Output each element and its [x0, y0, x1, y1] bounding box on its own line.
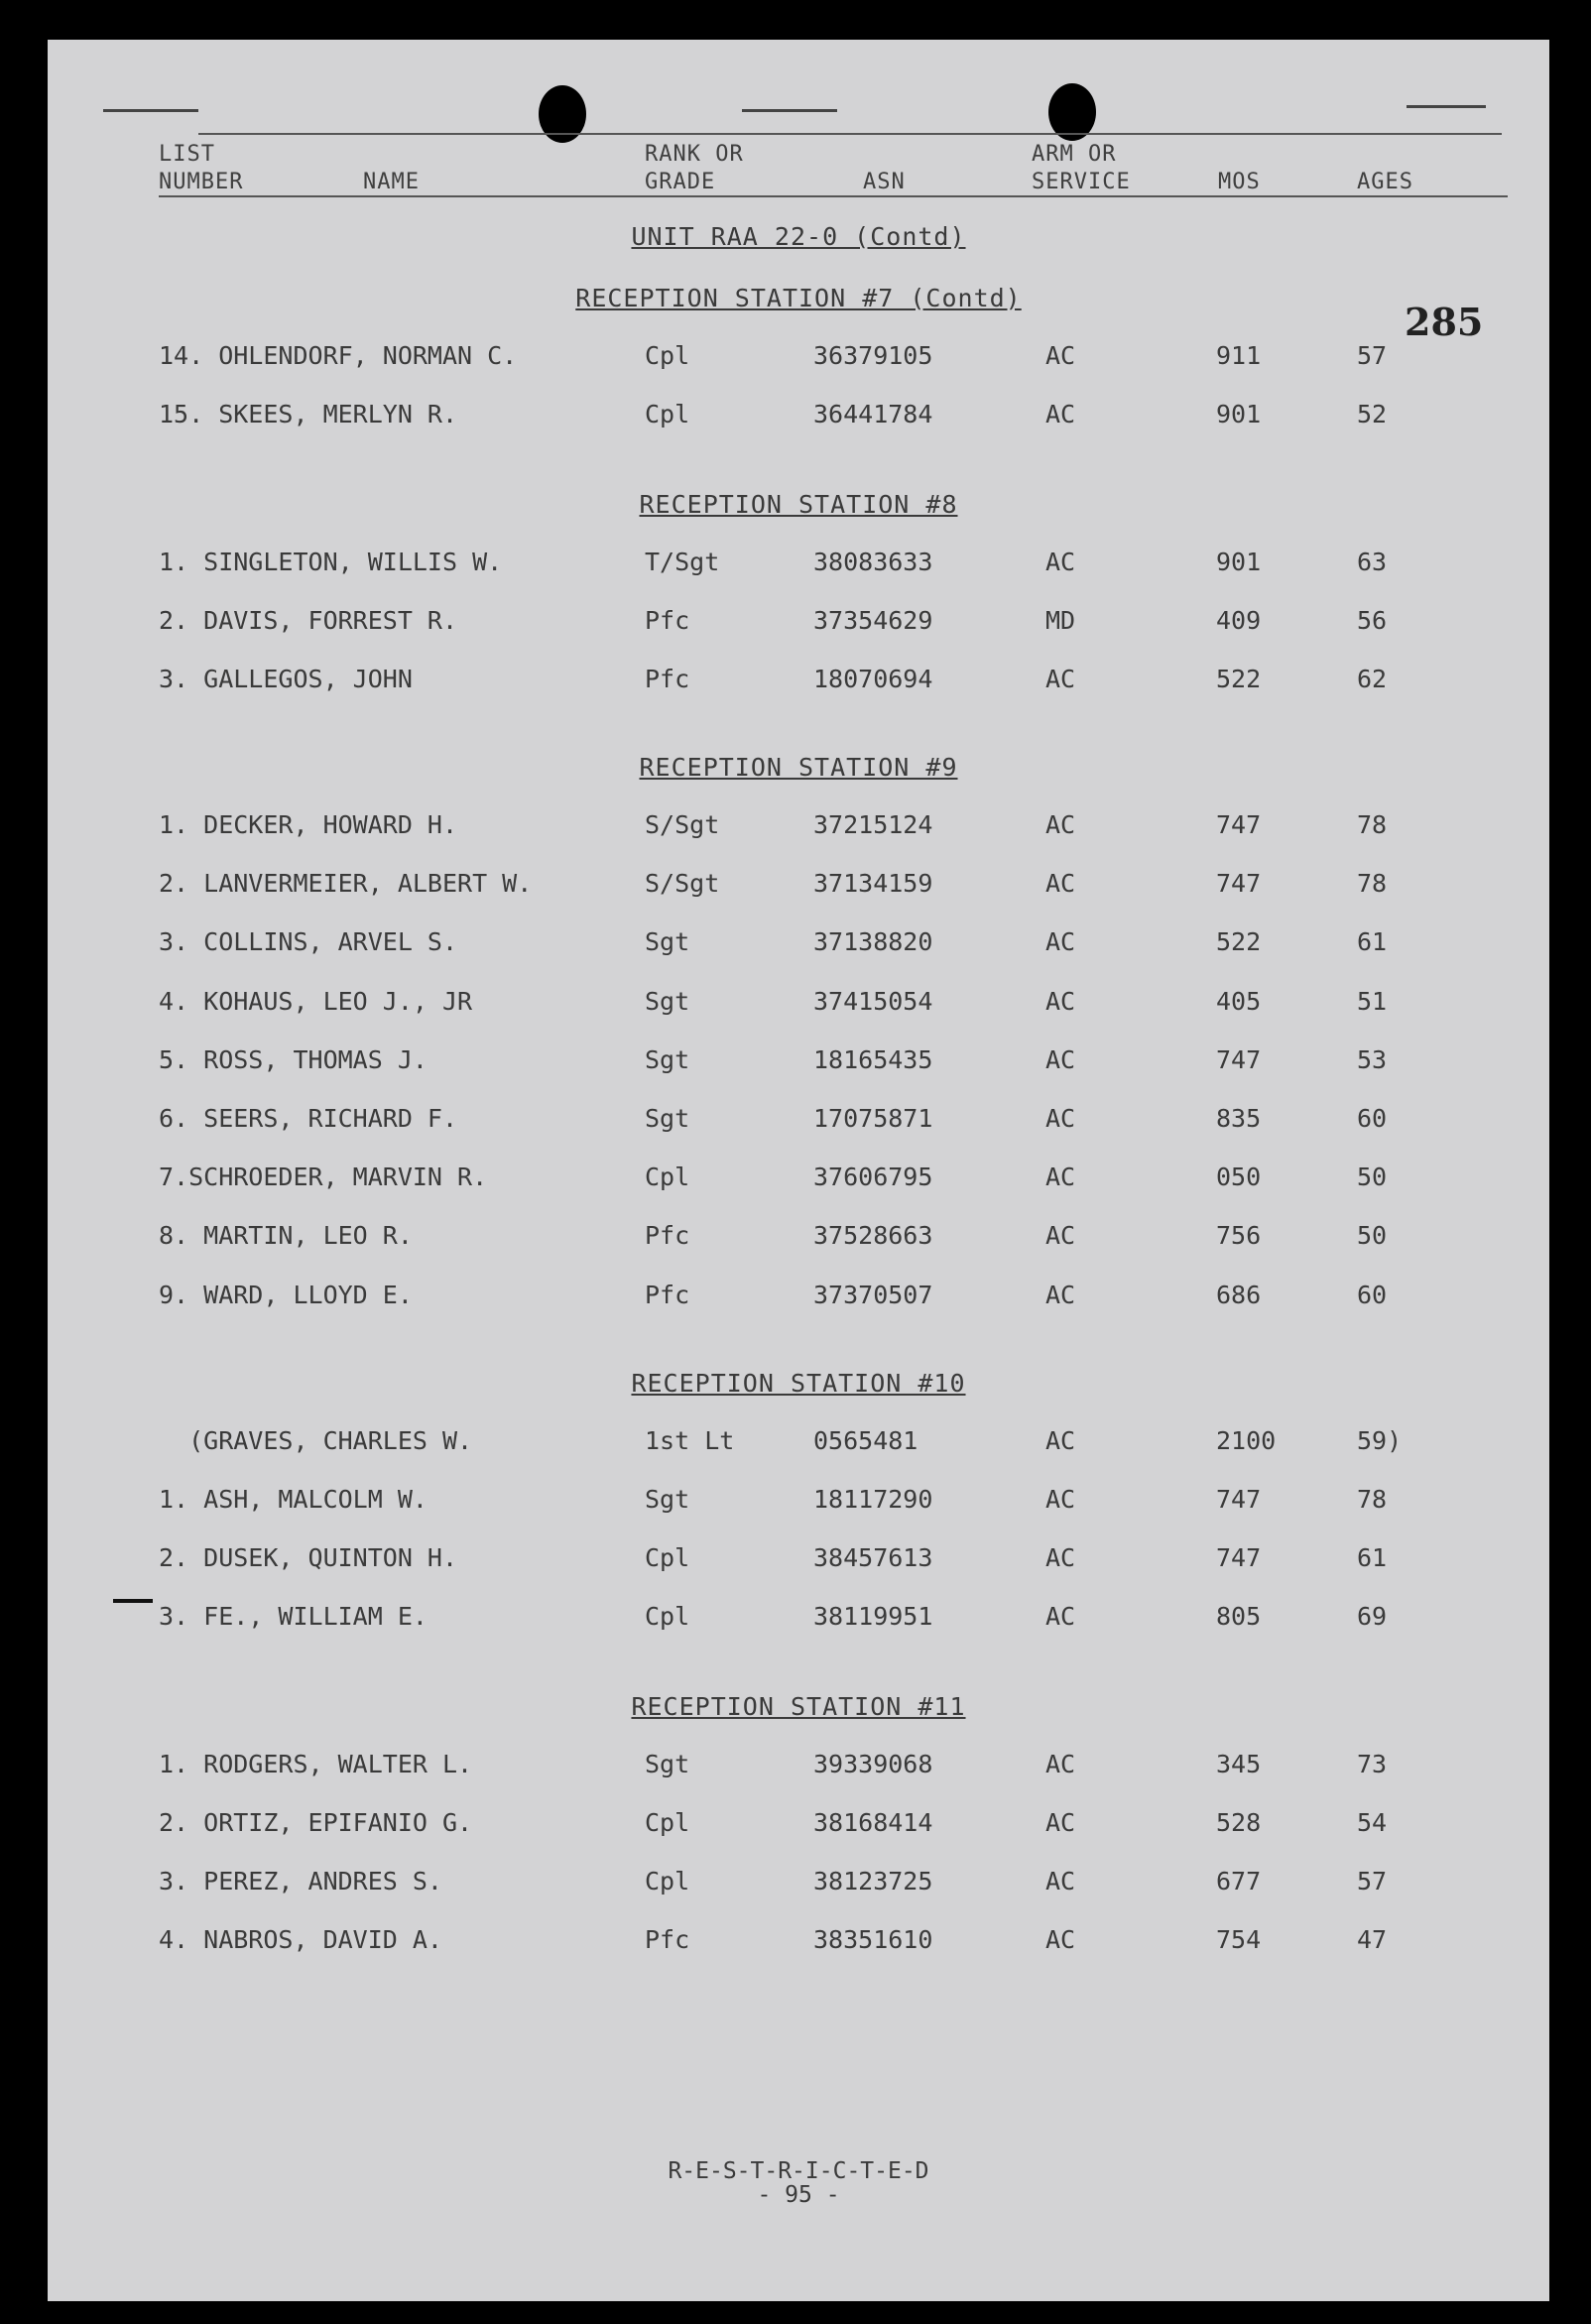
top-rule-segment	[1407, 105, 1486, 108]
cell-age: 60	[1357, 1281, 1388, 1309]
cell-rank: Sgt	[645, 1485, 690, 1514]
header-underline	[159, 195, 1508, 197]
cell-arm: AC	[1045, 548, 1076, 576]
cell-mos: 901	[1216, 400, 1262, 428]
cell-arm: AC	[1045, 1485, 1076, 1514]
cell-arm: AC	[1045, 1602, 1076, 1631]
roster-row	[48, 1426, 1549, 1462]
cell-mos: 805	[1216, 1602, 1262, 1631]
cell-age: 50	[1357, 1221, 1388, 1250]
cell-arm: AC	[1045, 810, 1076, 839]
roster-row	[48, 665, 1549, 700]
cell-mos: 756	[1216, 1221, 1262, 1250]
cell-entry: 1. DECKER, HOWARD H.	[159, 810, 458, 839]
cell-mos: 677	[1216, 1867, 1262, 1896]
cell-entry: (GRAVES, CHARLES W.	[159, 1426, 473, 1455]
roster-row	[48, 1045, 1549, 1081]
cell-rank: Pfc	[645, 1925, 690, 1954]
roster-row	[48, 1104, 1549, 1140]
cell-age: 51	[1357, 987, 1388, 1016]
cell-rank: Pfc	[645, 1221, 690, 1250]
roster-row	[48, 1925, 1549, 1961]
cell-arm: AC	[1045, 665, 1076, 693]
cell-age: 56	[1357, 606, 1388, 635]
roster-row	[48, 1750, 1549, 1785]
roster-row	[48, 1808, 1549, 1844]
cell-age: 61	[1357, 927, 1388, 956]
cell-rank: Pfc	[645, 1281, 690, 1309]
section-title: RECEPTION STATION #10	[631, 1369, 966, 1398]
cell-arm: AC	[1045, 1162, 1076, 1191]
cell-mos: 911	[1216, 341, 1262, 370]
top-rule-segment	[103, 109, 198, 112]
cell-rank: Cpl	[645, 1162, 690, 1191]
unit-title: UNIT RAA 22-0 (Contd)	[631, 222, 966, 251]
top-rule-segment	[742, 109, 837, 112]
roster-row	[48, 869, 1549, 905]
cell-mos: 050	[1216, 1162, 1262, 1191]
cell-entry: 6. SEERS, RICHARD F.	[159, 1104, 458, 1133]
cell-asn: 36441784	[813, 400, 933, 428]
cell-arm: AC	[1045, 1808, 1076, 1837]
cell-rank: Sgt	[645, 987, 690, 1016]
roster-row	[48, 1867, 1549, 1902]
cell-mos: 345	[1216, 1750, 1262, 1778]
cell-age: 57	[1357, 1867, 1388, 1896]
roster-row	[48, 341, 1549, 377]
cell-asn: 38083633	[813, 548, 933, 576]
cell-asn: 37606795	[813, 1162, 933, 1191]
cell-asn: 37215124	[813, 810, 933, 839]
roster-row	[48, 606, 1549, 642]
roster-row	[48, 1162, 1549, 1198]
cell-asn: 0565481	[813, 1426, 918, 1455]
cell-arm: AC	[1045, 987, 1076, 1016]
cell-rank: S/Sgt	[645, 810, 720, 839]
cell-age: 47	[1357, 1925, 1388, 1954]
cell-rank: Cpl	[645, 341, 690, 370]
section-title: RECEPTION STATION #8	[639, 490, 958, 519]
cell-age: 69	[1357, 1602, 1388, 1631]
footer-classification: R-E-S-T-R-I-C-T-E-D	[668, 2158, 929, 2184]
roster-row	[48, 927, 1549, 963]
cell-rank: Cpl	[645, 400, 690, 428]
cell-age: 78	[1357, 810, 1388, 839]
cell-entry: 3. COLLINS, ARVEL S.	[159, 927, 458, 956]
cell-mos: 747	[1216, 810, 1262, 839]
cell-arm: AC	[1045, 1281, 1076, 1309]
cell-asn: 36379105	[813, 341, 933, 370]
cell-entry: 2. DAVIS, FORREST R.	[159, 606, 458, 635]
cell-asn: 37138820	[813, 927, 933, 956]
cell-asn: 38123725	[813, 1867, 933, 1896]
cell-entry: 1. RODGERS, WALTER L.	[159, 1750, 473, 1778]
cell-asn: 17075871	[813, 1104, 933, 1133]
cell-rank: Sgt	[645, 1750, 690, 1778]
cell-entry: 1. ASH, MALCOLM W.	[159, 1485, 428, 1514]
cell-mos: 522	[1216, 927, 1262, 956]
cell-asn: 37354629	[813, 606, 933, 635]
cell-rank: Cpl	[645, 1808, 690, 1837]
cell-rank: Pfc	[645, 606, 690, 635]
cell-arm: AC	[1045, 400, 1076, 428]
cell-rank: Sgt	[645, 1045, 690, 1074]
header-ages: AGES	[1357, 170, 1413, 194]
cell-entry: 3. PEREZ, ANDRES S.	[159, 1867, 442, 1896]
header-asn: ASN	[863, 170, 906, 194]
cell-asn: 38351610	[813, 1925, 933, 1954]
cell-asn: 37528663	[813, 1221, 933, 1250]
cell-entry: 2. ORTIZ, EPIFANIO G.	[159, 1808, 473, 1837]
cell-mos: 747	[1216, 1543, 1262, 1572]
cell-age: 78	[1357, 1485, 1388, 1514]
cell-entry: 14. OHLENDORF, NORMAN C.	[159, 341, 518, 370]
section-title: RECEPTION STATION #9	[639, 753, 958, 782]
cell-age: 53	[1357, 1045, 1388, 1074]
cell-rank: Cpl	[645, 1543, 690, 1572]
cell-mos: 747	[1216, 869, 1262, 898]
roster-row	[48, 1543, 1549, 1579]
footer-page: - 95 -	[757, 2182, 840, 2208]
section-title: RECEPTION STATION #11	[631, 1692, 966, 1721]
header-name: NAME	[363, 170, 420, 194]
cell-mos: 747	[1216, 1045, 1262, 1074]
section-title: RECEPTION STATION #7 (Contd)	[575, 284, 1022, 312]
cell-rank: 1st Lt	[645, 1426, 735, 1455]
cell-entry: 2. LANVERMEIER, ALBERT W.	[159, 869, 533, 898]
cell-entry: 15. SKEES, MERLYN R.	[159, 400, 458, 428]
cell-mos: 522	[1216, 665, 1262, 693]
cell-rank: T/Sgt	[645, 548, 720, 576]
cell-mos: 835	[1216, 1104, 1262, 1133]
cell-asn: 38457613	[813, 1543, 933, 1572]
cell-entry: 9. WARD, LLOYD E.	[159, 1281, 413, 1309]
roster-row	[48, 400, 1549, 435]
cell-rank: Sgt	[645, 927, 690, 956]
cell-arm: AC	[1045, 1221, 1076, 1250]
cell-asn: 18117290	[813, 1485, 933, 1514]
cell-arm: AC	[1045, 1925, 1076, 1954]
cell-mos: 528	[1216, 1808, 1262, 1837]
page-number: 285	[1405, 300, 1484, 344]
cell-asn: 39339068	[813, 1750, 933, 1778]
header-rank: RANK OR GRADE	[645, 142, 744, 194]
cell-entry: 3. FE., WILLIAM E.	[159, 1602, 428, 1631]
cell-age: 60	[1357, 1104, 1388, 1133]
header-list-line2: NUMBER	[159, 170, 244, 194]
cell-age: 63	[1357, 548, 1388, 576]
roster-row	[48, 987, 1549, 1023]
cell-age: 50	[1357, 1162, 1388, 1191]
cell-entry: 2. DUSEK, QUINTON H.	[159, 1543, 458, 1572]
cell-arm: AC	[1045, 1104, 1076, 1133]
cell-asn: 37370507	[813, 1281, 933, 1309]
cell-arm: AC	[1045, 341, 1076, 370]
cell-asn: 18165435	[813, 1045, 933, 1074]
document-page	[48, 40, 1549, 2301]
cell-arm: AC	[1045, 1426, 1076, 1455]
header-list-number	[159, 141, 243, 196]
top-rule	[198, 133, 1502, 135]
cell-asn: 38168414	[813, 1808, 933, 1837]
cell-mos: 747	[1216, 1485, 1262, 1514]
cell-entry: 4. NABROS, DAVID A.	[159, 1925, 442, 1954]
cell-age: 54	[1357, 1808, 1388, 1837]
cell-entry: 4. KOHAUS, LEO J., JR	[159, 987, 473, 1016]
cell-age: 61	[1357, 1543, 1388, 1572]
cell-arm: AC	[1045, 869, 1076, 898]
cell-arm: AC	[1045, 1867, 1076, 1896]
header-list-line1: LIST	[159, 142, 215, 167]
roster-row	[48, 548, 1549, 583]
cell-asn: 38119951	[813, 1602, 933, 1631]
cell-mos: 686	[1216, 1281, 1262, 1309]
cell-rank: Sgt	[645, 1104, 690, 1133]
cell-age: 73	[1357, 1750, 1388, 1778]
roster-row	[48, 810, 1549, 846]
roster-row	[48, 1602, 1549, 1638]
cell-asn: 37134159	[813, 869, 933, 898]
cell-age: 78	[1357, 869, 1388, 898]
cell-rank: S/Sgt	[645, 869, 720, 898]
cell-entry: 7.SCHROEDER, MARVIN R.	[159, 1162, 488, 1191]
cell-entry: 8. MARTIN, LEO R.	[159, 1221, 413, 1250]
cell-rank: Cpl	[645, 1602, 690, 1631]
cell-mos: 405	[1216, 987, 1262, 1016]
cell-mos: 901	[1216, 548, 1262, 576]
roster-row	[48, 1485, 1549, 1521]
cell-mos: 2100	[1216, 1426, 1277, 1455]
cell-age: 59)	[1357, 1426, 1403, 1455]
cell-mos: 409	[1216, 606, 1262, 635]
ink-mark	[113, 1599, 153, 1603]
header-mos: MOS	[1218, 170, 1261, 194]
cell-rank: Cpl	[645, 1867, 690, 1896]
cell-age: 57	[1357, 341, 1388, 370]
header-arm: ARM OR SERVICE	[1032, 142, 1131, 194]
cell-entry: 3. GALLEGOS, JOHN	[159, 665, 413, 693]
cell-asn: 18070694	[813, 665, 933, 693]
cell-arm: MD	[1045, 606, 1076, 635]
cell-arm: AC	[1045, 927, 1076, 956]
cell-arm: AC	[1045, 1750, 1076, 1778]
cell-arm: AC	[1045, 1543, 1076, 1572]
cell-age: 62	[1357, 665, 1388, 693]
cell-entry: 5. ROSS, THOMAS J.	[159, 1045, 428, 1074]
cell-rank: Pfc	[645, 665, 690, 693]
roster-row	[48, 1281, 1549, 1316]
cell-asn: 37415054	[813, 987, 933, 1016]
cell-arm: AC	[1045, 1045, 1076, 1074]
cell-mos: 754	[1216, 1925, 1262, 1954]
roster-row	[48, 1221, 1549, 1257]
cell-entry: 1. SINGLETON, WILLIS W.	[159, 548, 503, 576]
cell-age: 52	[1357, 400, 1388, 428]
